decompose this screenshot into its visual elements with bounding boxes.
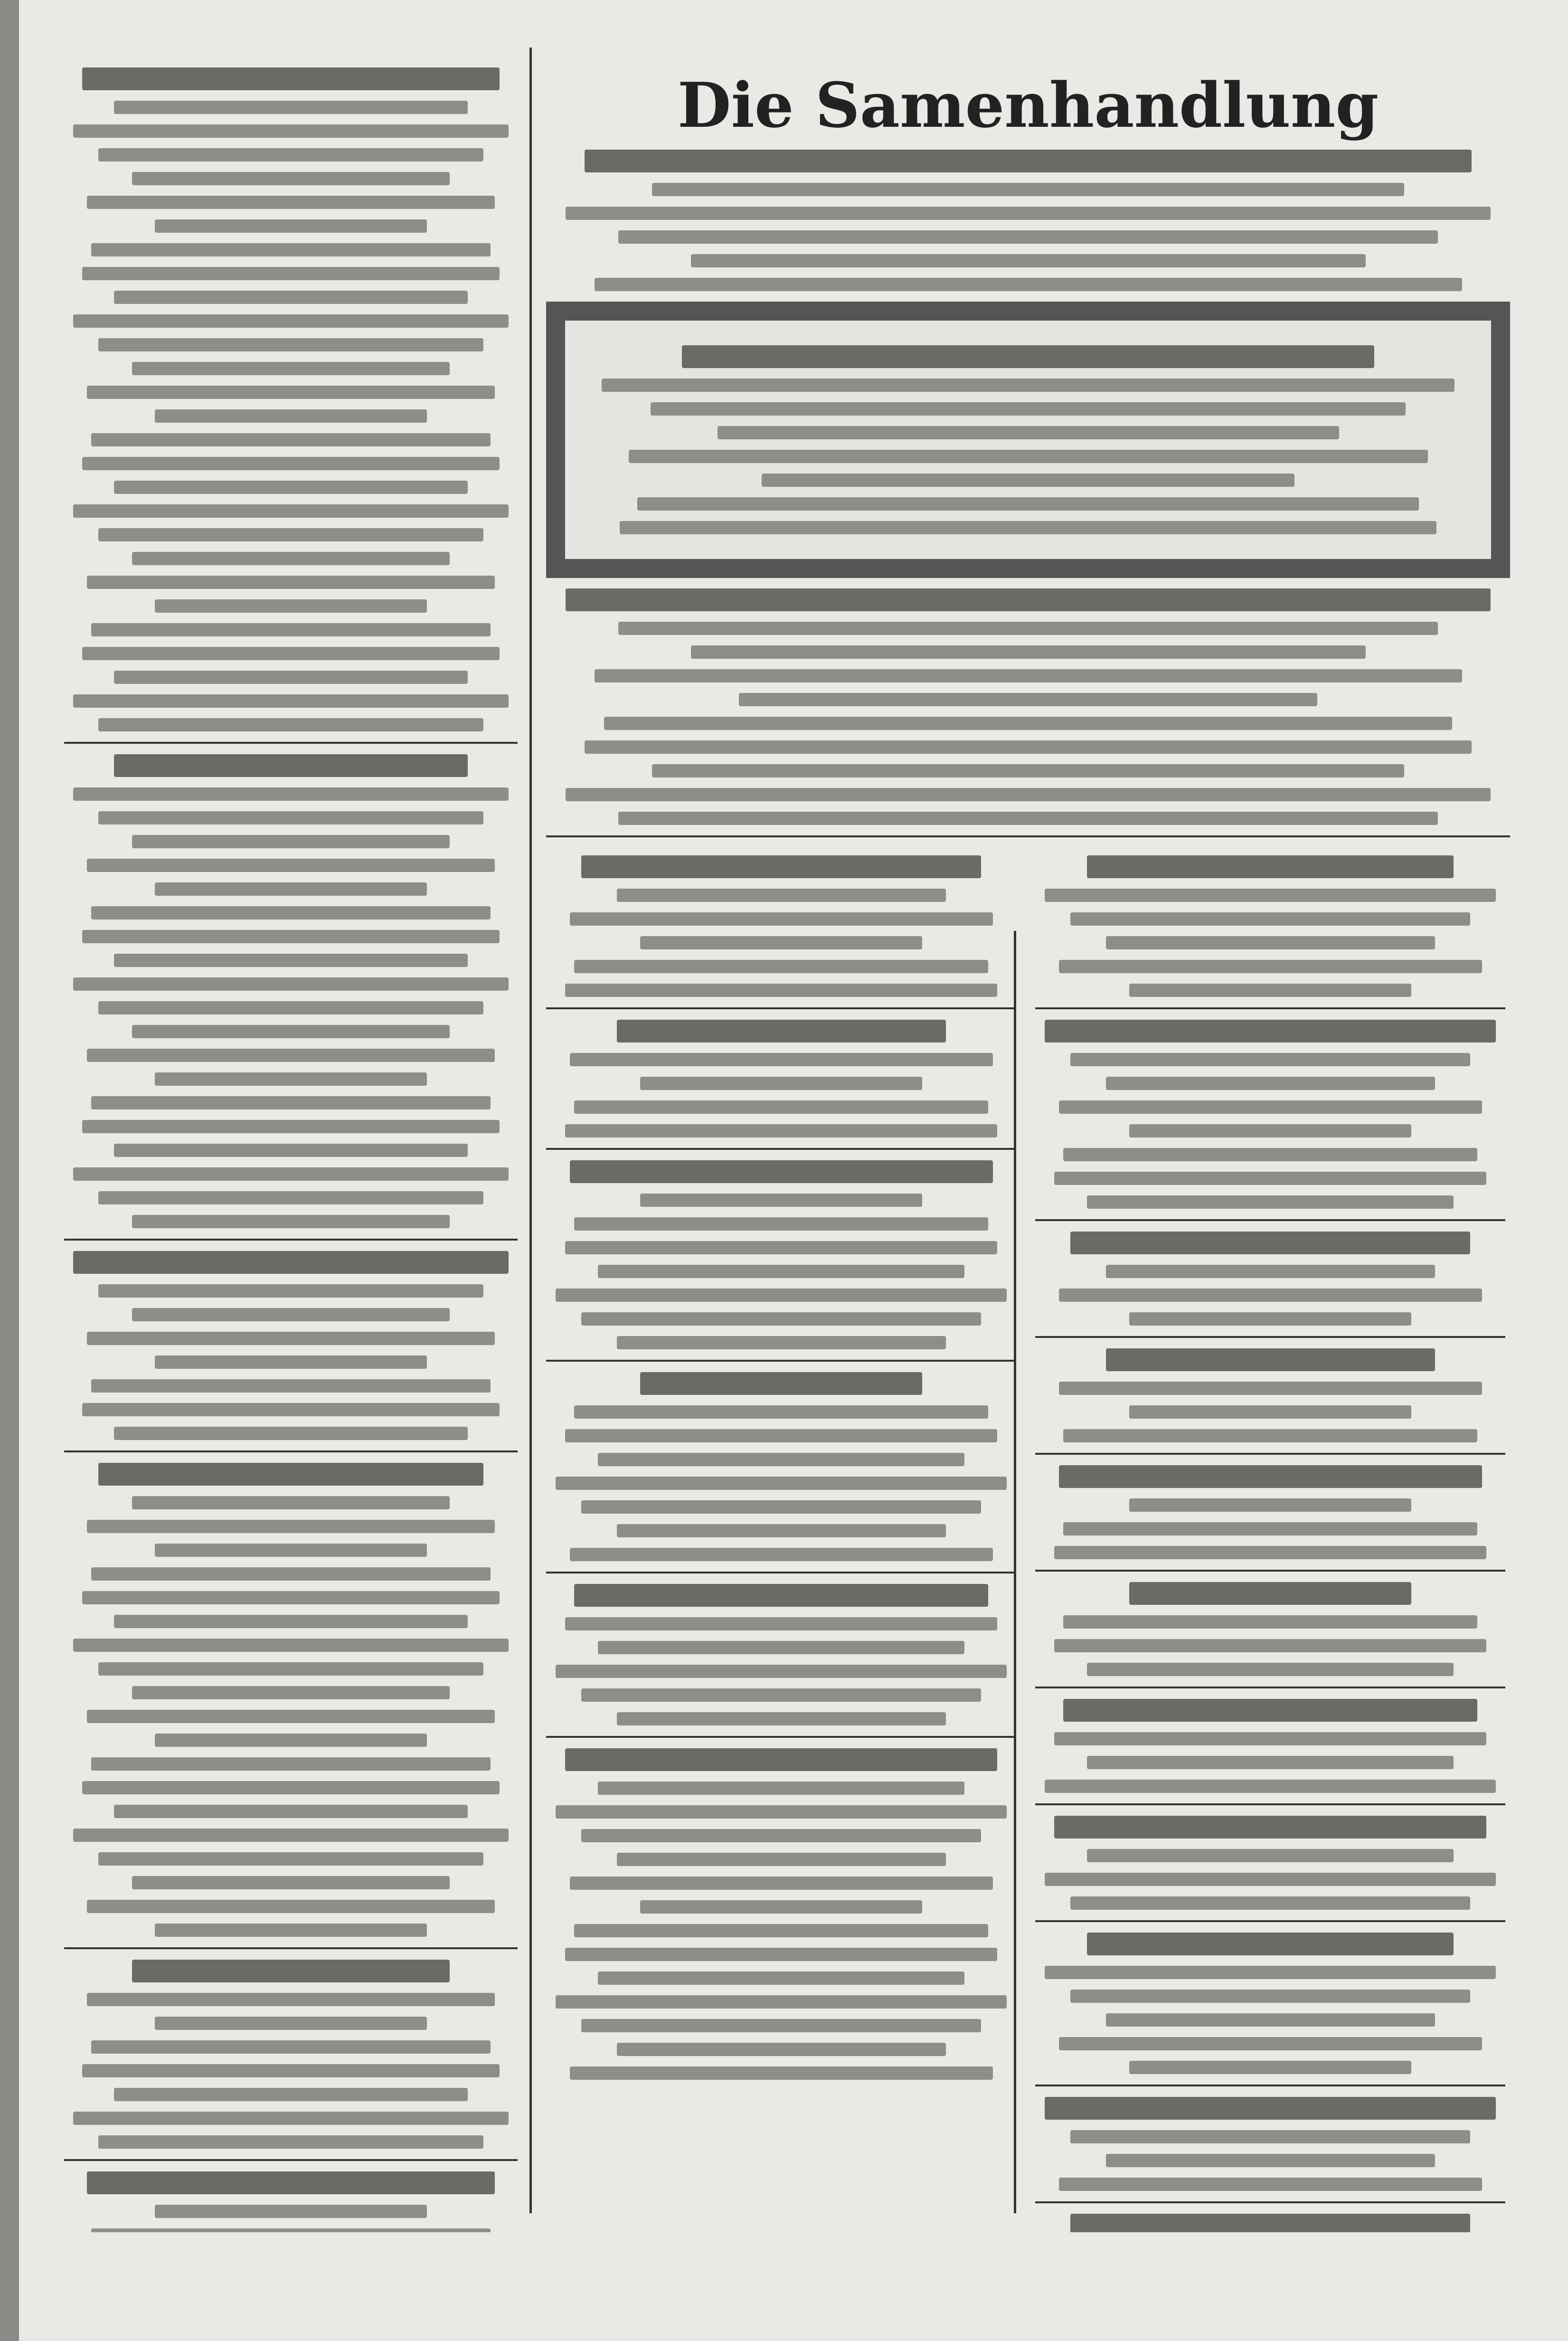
- text-line-placeholder: [114, 2088, 468, 2101]
- text-line-placeholder: [1106, 1265, 1435, 1278]
- text-line-placeholder: [98, 1852, 484, 1866]
- text-line-placeholder: [91, 623, 490, 636]
- text-line-placeholder: [1045, 1780, 1496, 1793]
- text-line-placeholder: [82, 1403, 500, 1416]
- text-line-placeholder: [617, 1020, 946, 1043]
- text-line-placeholder: [1129, 1498, 1411, 1512]
- text-line-placeholder: [114, 1144, 468, 1157]
- text-line-placeholder: [570, 1053, 993, 1066]
- text-line-placeholder: [617, 889, 946, 902]
- text-line-placeholder: [566, 207, 1491, 220]
- text-line-placeholder: [762, 474, 1294, 487]
- text-line-placeholder: [114, 291, 468, 304]
- text-line-placeholder: [73, 787, 509, 801]
- text-line-placeholder: [155, 1924, 427, 1937]
- divider: [1035, 1336, 1505, 1338]
- text-line-placeholder: [91, 1567, 490, 1581]
- text-line-placeholder: [718, 426, 1339, 439]
- left-auction-2: [64, 754, 518, 1228]
- text-line-placeholder: [682, 345, 1375, 368]
- text-line-placeholder: [1054, 1732, 1487, 1745]
- text-line-placeholder: [98, 718, 484, 731]
- text-line-placeholder: [91, 1096, 490, 1109]
- text-line-placeholder: [155, 599, 427, 613]
- text-line-placeholder: [574, 960, 988, 973]
- divider: [1035, 2085, 1505, 2086]
- text-line-placeholder: [91, 2040, 490, 2054]
- text-line-placeholder: [1059, 960, 1482, 973]
- right-ad-16: [1035, 1699, 1505, 1793]
- divider: [1035, 1219, 1505, 1221]
- text-line-placeholder: [98, 1001, 484, 1014]
- text-line-placeholder: [565, 1241, 998, 1254]
- text-line-placeholder: [581, 1500, 981, 1514]
- text-line-placeholder: [98, 1284, 484, 1298]
- text-line-placeholder: [132, 1496, 450, 1509]
- left-ad-5: [64, 1960, 518, 2149]
- right-right-column: [1035, 845, 1505, 2232]
- divider: [64, 1450, 518, 1452]
- text-line-placeholder: [617, 1524, 946, 1537]
- text-line-placeholder: [1087, 1756, 1454, 1769]
- text-line-placeholder: [87, 386, 495, 399]
- text-line-placeholder: [87, 859, 495, 872]
- text-line-placeholder: [602, 379, 1454, 392]
- text-line-placeholder: [574, 1924, 988, 1937]
- right-ad-1: [546, 150, 1510, 291]
- text-line-placeholder: [640, 1900, 922, 1914]
- text-line-placeholder: [581, 2019, 981, 2032]
- text-line-placeholder: [98, 1463, 484, 1486]
- text-line-placeholder: [98, 2135, 484, 2149]
- text-line-placeholder: [570, 2066, 993, 2080]
- text-line-placeholder: [87, 1900, 495, 1913]
- text-line-placeholder: [556, 1289, 1007, 1302]
- text-line-placeholder: [1070, 2214, 1470, 2232]
- text-line-placeholder: [640, 1194, 922, 1207]
- text-line-placeholder: [1129, 1582, 1411, 1605]
- right-ad-19: [1035, 2097, 1505, 2191]
- text-line-placeholder: [1063, 1522, 1477, 1535]
- left-ad-4: [64, 1463, 518, 1937]
- right-ad-7: [546, 1372, 1016, 1561]
- text-line-placeholder: [98, 811, 484, 825]
- text-line-placeholder: [570, 1160, 993, 1183]
- text-line-placeholder: [73, 504, 509, 518]
- text-line-placeholder: [155, 1355, 427, 1369]
- text-line-placeholder: [1087, 1663, 1454, 1676]
- text-line-placeholder: [132, 1960, 450, 1982]
- text-line-placeholder: [617, 2043, 946, 2056]
- text-line-placeholder: [155, 1544, 427, 1557]
- text-line-placeholder: [1070, 1990, 1470, 2003]
- text-line-placeholder: [98, 338, 484, 351]
- right-ad-2: [565, 321, 1491, 559]
- text-line-placeholder: [618, 622, 1438, 635]
- text-line-placeholder: [574, 1217, 988, 1231]
- divider: [546, 835, 1510, 837]
- left-column: [64, 57, 518, 2232]
- right-ad-11: [1035, 1020, 1505, 1209]
- text-line-placeholder: [1070, 912, 1470, 926]
- text-line-placeholder: [114, 954, 468, 967]
- newspaper-page: [19, 0, 1568, 2341]
- right-ad-18: [1035, 1933, 1505, 2074]
- text-line-placeholder: [1106, 1077, 1435, 1090]
- text-line-placeholder: [91, 1379, 490, 1393]
- text-line-placeholder: [565, 1429, 998, 1442]
- text-line-placeholder: [87, 1520, 495, 1533]
- column-rule-left: [529, 47, 532, 2213]
- text-line-placeholder: [1129, 1312, 1411, 1326]
- text-line-placeholder: [91, 906, 490, 919]
- text-line-placeholder: [637, 497, 1419, 511]
- text-line-placeholder: [98, 148, 484, 161]
- text-line-placeholder: [1070, 1896, 1470, 1910]
- text-line-placeholder: [1045, 1020, 1496, 1043]
- text-line-placeholder: [1045, 1873, 1496, 1886]
- text-line-placeholder: [98, 1191, 484, 1204]
- text-line-placeholder: [598, 1641, 964, 1654]
- text-line-placeholder: [570, 912, 993, 926]
- text-line-placeholder: [87, 2171, 495, 2194]
- two-columns: [546, 845, 1510, 2232]
- text-line-placeholder: [574, 1100, 988, 1114]
- text-line-placeholder: [155, 882, 427, 896]
- text-line-placeholder: [585, 150, 1472, 172]
- text-line-placeholder: [1129, 984, 1411, 997]
- text-line-placeholder: [1063, 1615, 1477, 1629]
- text-line-placeholder: [629, 450, 1428, 463]
- divider: [1035, 1920, 1505, 1922]
- text-line-placeholder: [1070, 2130, 1470, 2143]
- text-line-placeholder: [574, 1584, 988, 1607]
- text-line-placeholder: [155, 1072, 427, 1086]
- text-line-placeholder: [91, 433, 490, 446]
- text-line-placeholder: [114, 1427, 468, 1440]
- text-line-placeholder: [73, 2112, 509, 2125]
- text-line-placeholder: [1106, 2013, 1435, 2027]
- text-line-placeholder: [618, 812, 1438, 825]
- text-line-placeholder: [618, 230, 1438, 244]
- text-line-placeholder: [598, 1971, 964, 1985]
- text-line-placeholder: [565, 1748, 998, 1771]
- text-line-placeholder: [114, 671, 468, 684]
- text-line-placeholder: [574, 1405, 988, 1419]
- right-area: [546, 0, 1510, 2232]
- text-line-placeholder: [565, 1617, 998, 1630]
- text-line-placeholder: [1059, 2178, 1482, 2191]
- right-left-column: [546, 845, 1016, 2232]
- text-line-placeholder: [82, 457, 500, 470]
- text-line-placeholder: [87, 1049, 495, 1062]
- text-line-placeholder: [87, 1332, 495, 1345]
- text-line-placeholder: [570, 1877, 993, 1890]
- text-line-placeholder: [1045, 1966, 1496, 1979]
- text-line-placeholder: [155, 409, 427, 423]
- text-line-placeholder: [617, 1712, 946, 1725]
- text-line-placeholder: [581, 1688, 981, 1702]
- text-line-placeholder: [1087, 1195, 1454, 1209]
- text-line-placeholder: [132, 1308, 450, 1321]
- text-line-placeholder: [640, 936, 922, 949]
- left-ad-3: [64, 1251, 518, 1440]
- text-line-placeholder: [565, 1124, 998, 1137]
- text-line-placeholder: [82, 1591, 500, 1604]
- text-line-placeholder: [566, 788, 1491, 801]
- text-line-placeholder: [155, 2017, 427, 2030]
- text-line-placeholder: [617, 1336, 946, 1349]
- text-line-placeholder: [132, 1025, 450, 1038]
- divider: [546, 1360, 1016, 1362]
- text-line-placeholder: [565, 1948, 998, 1961]
- text-line-placeholder: [91, 1757, 490, 1771]
- divider: [64, 1239, 518, 1241]
- text-line-placeholder: [1063, 1429, 1477, 1442]
- text-line-placeholder: [91, 2228, 490, 2232]
- text-line-placeholder: [73, 1829, 509, 1842]
- divider: [1035, 2201, 1505, 2203]
- text-line-placeholder: [585, 740, 1472, 754]
- text-line-placeholder: [556, 1665, 1007, 1678]
- text-line-placeholder: [73, 314, 509, 328]
- text-line-placeholder: [132, 1215, 450, 1228]
- text-line-placeholder: [617, 1853, 946, 1866]
- text-line-placeholder: [739, 693, 1317, 706]
- text-line-placeholder: [132, 552, 450, 565]
- text-line-placeholder: [1045, 2097, 1496, 2120]
- right-ad-5: [546, 1020, 1016, 1137]
- text-line-placeholder: [114, 754, 468, 777]
- right-ad-3: [546, 588, 1510, 825]
- right-ad-6: [546, 1160, 1016, 1349]
- left-page-edge: [0, 0, 19, 2341]
- text-line-placeholder: [155, 2205, 427, 2218]
- text-line-placeholder: [691, 254, 1366, 267]
- text-line-placeholder: [155, 219, 427, 233]
- text-line-placeholder: [1063, 1148, 1477, 1161]
- text-line-placeholder: [82, 930, 500, 943]
- text-line-placeholder: [1129, 1405, 1411, 1419]
- text-line-placeholder: [652, 183, 1404, 196]
- text-line-placeholder: [1106, 936, 1435, 949]
- divider: [546, 1572, 1016, 1573]
- text-line-placeholder: [640, 1077, 922, 1090]
- text-line-placeholder: [1045, 889, 1496, 902]
- right-ad-14: [1035, 1465, 1505, 1559]
- text-line-placeholder: [82, 647, 500, 660]
- text-line-placeholder: [82, 267, 500, 280]
- right-ad-13: [1035, 1348, 1505, 1442]
- text-line-placeholder: [114, 101, 468, 114]
- text-line-placeholder: [598, 1453, 964, 1466]
- text-line-placeholder: [1059, 1465, 1482, 1488]
- divider: [1035, 1687, 1505, 1688]
- text-line-placeholder: [640, 1372, 922, 1395]
- right-ad-4: [546, 855, 1016, 997]
- text-line-placeholder: [598, 1265, 964, 1278]
- text-line-placeholder: [82, 1781, 500, 1794]
- right-ad-20: [1035, 2214, 1505, 2232]
- text-line-placeholder: [82, 1120, 500, 1133]
- text-line-placeholder: [132, 1876, 450, 1889]
- text-line-placeholder: [82, 2064, 500, 2077]
- text-line-placeholder: [1063, 1699, 1477, 1722]
- text-line-placeholder: [581, 1312, 981, 1326]
- text-line-placeholder: [1059, 2037, 1482, 2050]
- right-ad-8: [546, 1584, 1016, 1725]
- text-line-placeholder: [1106, 2154, 1435, 2167]
- text-line-placeholder: [1059, 1289, 1482, 1302]
- right-ad-2-box: [546, 302, 1510, 578]
- text-line-placeholder: [1054, 1172, 1487, 1185]
- text-line-placeholder: [114, 1615, 468, 1628]
- text-line-placeholder: [595, 278, 1462, 291]
- text-line-placeholder: [1054, 1816, 1487, 1839]
- divider: [546, 1736, 1016, 1738]
- divider: [64, 1947, 518, 1949]
- text-line-placeholder: [1054, 1639, 1487, 1652]
- text-line-placeholder: [604, 717, 1452, 730]
- text-line-placeholder: [1070, 1053, 1470, 1066]
- left-notice: [64, 67, 518, 731]
- text-line-placeholder: [1070, 1232, 1470, 1254]
- divider: [546, 1148, 1016, 1150]
- text-line-placeholder: [1059, 1100, 1482, 1114]
- divider: [546, 1007, 1016, 1009]
- text-line-placeholder: [155, 1734, 427, 1747]
- text-line-placeholder: [87, 1710, 495, 1723]
- text-line-placeholder: [132, 835, 450, 848]
- text-line-placeholder: [652, 764, 1404, 777]
- text-line-placeholder: [87, 576, 495, 589]
- text-line-placeholder: [595, 669, 1462, 682]
- text-line-placeholder: [73, 124, 509, 138]
- text-line-placeholder: [620, 521, 1436, 534]
- text-line-placeholder: [570, 1548, 993, 1561]
- text-line-placeholder: [598, 1782, 964, 1795]
- text-line-placeholder: [1087, 1849, 1454, 1862]
- text-line-placeholder: [1059, 1382, 1482, 1395]
- text-line-placeholder: [87, 196, 495, 209]
- right-ad-17: [1035, 1816, 1505, 1910]
- right-ad-9: [546, 1748, 1016, 2080]
- divider: [1035, 1803, 1505, 1805]
- right-ad-12: [1035, 1232, 1505, 1326]
- text-line-placeholder: [73, 1167, 509, 1181]
- text-line-placeholder: [1054, 1546, 1487, 1559]
- text-line-placeholder: [1087, 1933, 1454, 1955]
- text-line-placeholder: [73, 694, 509, 708]
- text-line-placeholder: [566, 588, 1491, 611]
- text-line-placeholder: [1087, 855, 1454, 878]
- text-line-placeholder: [1129, 2061, 1411, 2074]
- text-line-placeholder: [1129, 1124, 1411, 1137]
- text-line-placeholder: [1106, 1348, 1435, 1371]
- text-line-placeholder: [73, 1639, 509, 1652]
- left-ad-6: [64, 2171, 518, 2232]
- text-line-placeholder: [132, 172, 450, 185]
- text-line-placeholder: [114, 1805, 468, 1818]
- text-line-placeholder: [73, 1251, 509, 1274]
- text-line-placeholder: [132, 1686, 450, 1699]
- right-ad-10: [1035, 855, 1505, 997]
- text-line-placeholder: [651, 402, 1406, 416]
- text-line-placeholder: [691, 645, 1366, 659]
- divider: [1035, 1453, 1505, 1455]
- text-line-placeholder: [98, 1662, 484, 1676]
- text-line-placeholder: [87, 1993, 495, 2006]
- divider: [1035, 1007, 1505, 1009]
- headline: Die Samenhandlung: [677, 69, 1379, 142]
- text-line-placeholder: [98, 528, 484, 541]
- text-line-placeholder: [73, 977, 509, 991]
- text-line-placeholder: [91, 243, 490, 256]
- text-line-placeholder: [581, 1829, 981, 1842]
- text-line-placeholder: [556, 1477, 1007, 1490]
- text-line-placeholder: [114, 481, 468, 494]
- text-line-placeholder: [556, 1995, 1007, 2009]
- divider: [64, 2159, 518, 2161]
- divider: [1035, 1570, 1505, 1572]
- text-line-placeholder: [565, 984, 998, 997]
- text-line-placeholder: [132, 362, 450, 375]
- divider: [64, 742, 518, 744]
- text-line-placeholder: [556, 1805, 1007, 1819]
- text-line-placeholder: [82, 67, 500, 90]
- text-line-placeholder: [581, 855, 981, 878]
- right-ad-15: [1035, 1582, 1505, 1676]
